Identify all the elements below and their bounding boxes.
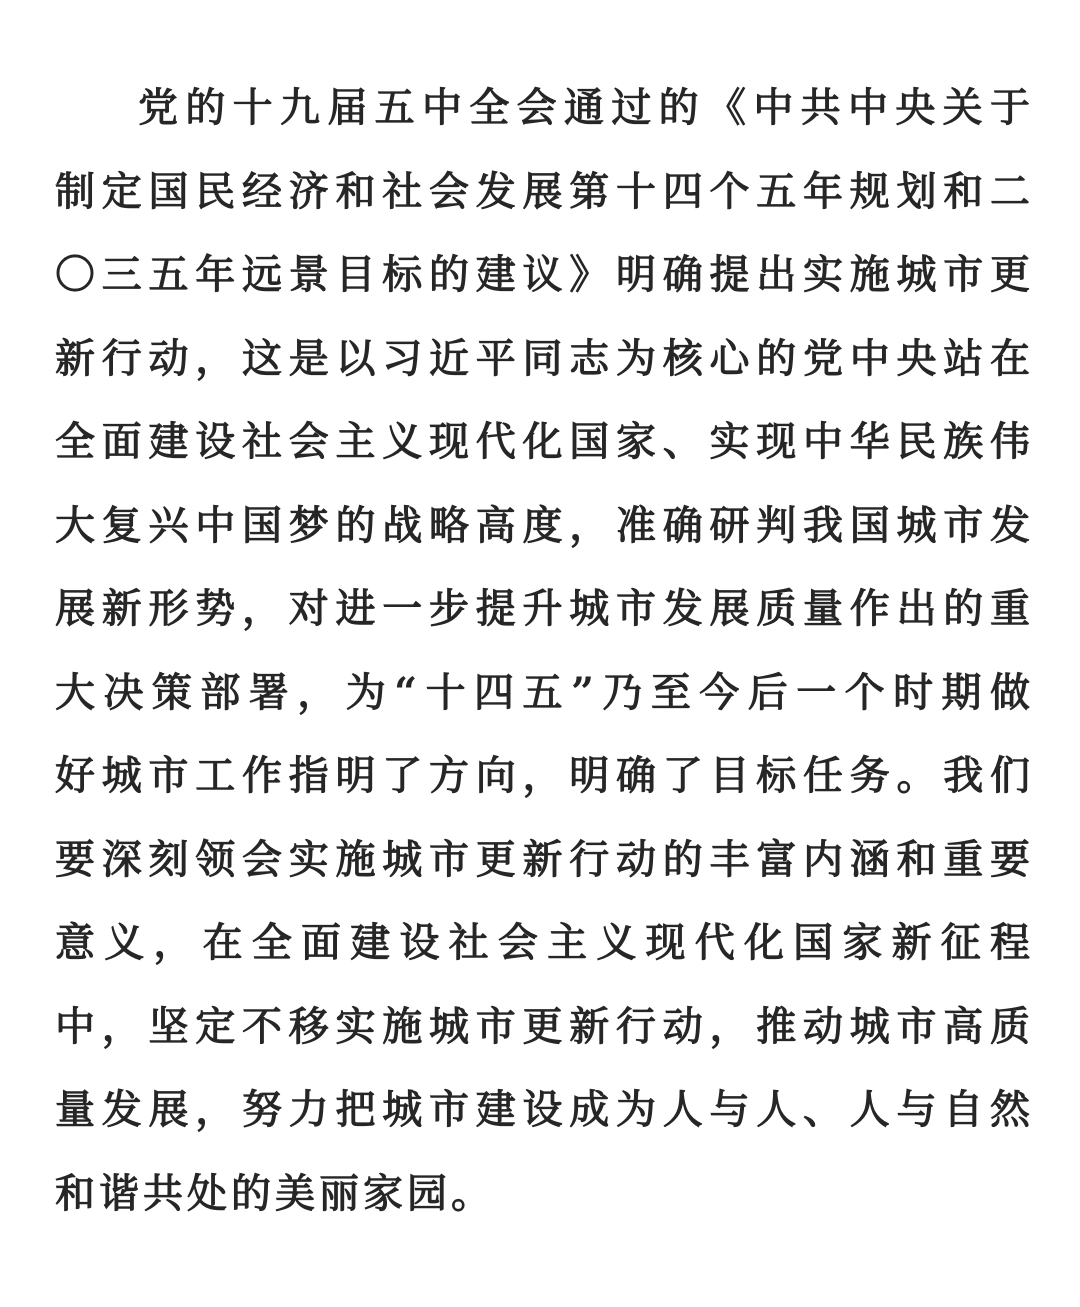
paragraph-line: 制定国民经济和社会发展第十四个五年规划和二	[55, 167, 1030, 215]
document-paragraph	[55, 66, 1030, 1235]
paragraph-line: 中，坚定不移实施城市更新行动，推动城市高质	[55, 1002, 1030, 1050]
paragraph-line: 〇三五年远景目标的建议》明确提出实施城市更	[55, 251, 1030, 298]
paragraph-line: 意义，在全面建设社会主义现代化国家新征程	[55, 919, 1030, 966]
paragraph-line: 和谐共处的美丽家园。	[55, 1169, 495, 1217]
paragraph-line: 新行动，这是以习近平同志为核心的党中央站在	[55, 334, 1030, 382]
paragraph-line: 大决策部署，为“十四五”乃至今后一个时期做	[55, 668, 1030, 716]
paragraph-line: 要深刻领会实施城市更新行动的丰富内涵和重要	[55, 835, 1030, 883]
paragraph-line: 好城市工作指明了方向，明确了目标任务。我们	[55, 752, 1030, 799]
paragraph-line: 量发展，努力把城市建设成为人与人、人与自然	[55, 1086, 1030, 1133]
paragraph-line: 展新形势，对进一步提升城市发展质量作出的重	[55, 585, 1030, 632]
paragraph-line: 大复兴中国梦的战略高度，准确研判我国城市发	[55, 501, 1030, 549]
paragraph-line: 全面建设社会主义现代化国家、实现中华民族伟	[55, 418, 1030, 465]
paragraph-line: 党的十九届五中全会通过的《中共中央关于	[138, 84, 1030, 131]
